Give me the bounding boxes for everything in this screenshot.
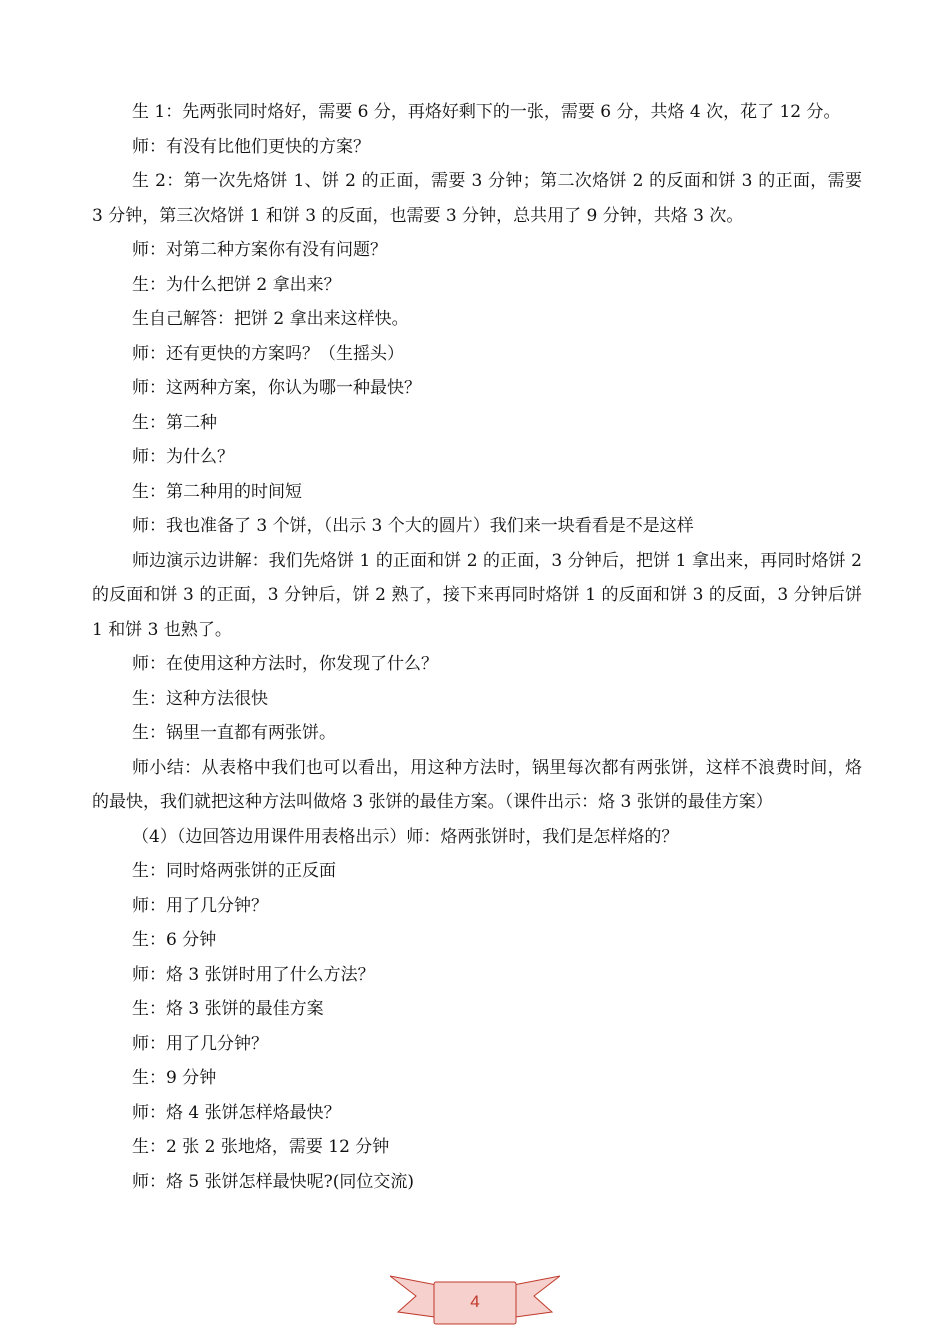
page-number-ribbon bbox=[390, 1272, 560, 1340]
paragraph: 师：用了几分钟？ bbox=[132, 895, 268, 916]
page-number: 4 bbox=[470, 1292, 480, 1311]
document-body bbox=[92, 95, 862, 1199]
paragraph: 师：对第二种方案你有没有问题？ bbox=[132, 240, 387, 260]
paragraph: 生：烙 3 张饼的最佳方案 bbox=[132, 999, 324, 1019]
paragraph: 师：还有更快的方案吗？（生摇头） bbox=[132, 343, 404, 364]
paragraph: 生 1：先两张同时烙好，需要 6 分，再烙好剩下的一张，需要 6 分，共烙 4 次，花了 12 分。 bbox=[132, 102, 841, 122]
paragraph: 师：在使用这种方法时，你发现了什么？ bbox=[132, 654, 438, 674]
paragraph: 师：用了几分钟？ bbox=[132, 1033, 268, 1054]
paragraph: 生：6 分钟 bbox=[132, 930, 217, 950]
paragraph: 师：有没有比他们更快的方案？ bbox=[132, 136, 370, 157]
paragraph: 生：这种方法很快 bbox=[132, 688, 268, 709]
paragraph: 师边演示边讲解：我们先烙饼 1 的正面和饼 2 的正面，3 分钟后，把饼 1 拿出来，再同时烙饼 2 的反面和饼 3 的正面，3 分钟后，饼 2 熟了，接下来再同时烙饼 1 的反面和饼 3 的反面，3 分钟后饼 1 和饼 3 也熟了。 bbox=[92, 550, 862, 640]
paragraph: 生自己解答：把饼 2 拿出来这样快。 bbox=[132, 309, 409, 329]
paragraph: 生：锅里一直都有两张饼。 bbox=[132, 723, 336, 743]
paragraph: （4）（边回答边用课件用表格出示）师：烙两张饼时，我们是怎样烙的？ bbox=[132, 826, 679, 847]
paragraph: 生：第二种用的时间短 bbox=[132, 481, 302, 502]
paragraph: 师小结：从表格中我们也可以看出，用这种方法时，锅里每次都有两张饼，这样不浪费时间，烙的最快，我们就把这种方法叫做烙 3 张饼的最佳方案。（课件出示：烙 3 张饼的最佳方案） bbox=[92, 757, 862, 812]
paragraph: 师：为什么？ bbox=[132, 447, 234, 467]
paragraph: 生：9 分钟 bbox=[132, 1068, 217, 1088]
paragraph: 师：这两种方案，你认为哪一种最快？ bbox=[132, 378, 421, 398]
paragraph: 师：烙 3 张饼时用了什么方法？ bbox=[132, 964, 375, 985]
paragraph: 生 2：第一次先烙饼 1、饼 2 的正面，需要 3 分钟；第二次烙饼 2 的反面和饼 3 的正面，需要 3 分钟，第三次烙饼 1 和饼 3 的反面，也需要 3 分钟，总共用了 9 分钟，共烙 3 次。 bbox=[92, 171, 862, 226]
paragraph: 生：2 张 2 张地烙，需要 12 分钟 bbox=[132, 1137, 390, 1157]
paragraph: 师：烙 4 张饼怎样烙最快？ bbox=[132, 1102, 341, 1123]
paragraph: 生：第二种 bbox=[132, 412, 217, 433]
paragraph: 师：我也准备了 3 个饼，（出示 3 个大的圆片）我们来一块看看是不是这样 bbox=[132, 516, 694, 536]
paragraph: 生：同时烙两张饼的正反面 bbox=[132, 861, 336, 881]
paragraph: 生：为什么把饼 2 拿出来？ bbox=[132, 274, 341, 295]
paragraph: 师：烙 5 张饼怎样最快呢?(同位交流) bbox=[132, 1171, 415, 1192]
